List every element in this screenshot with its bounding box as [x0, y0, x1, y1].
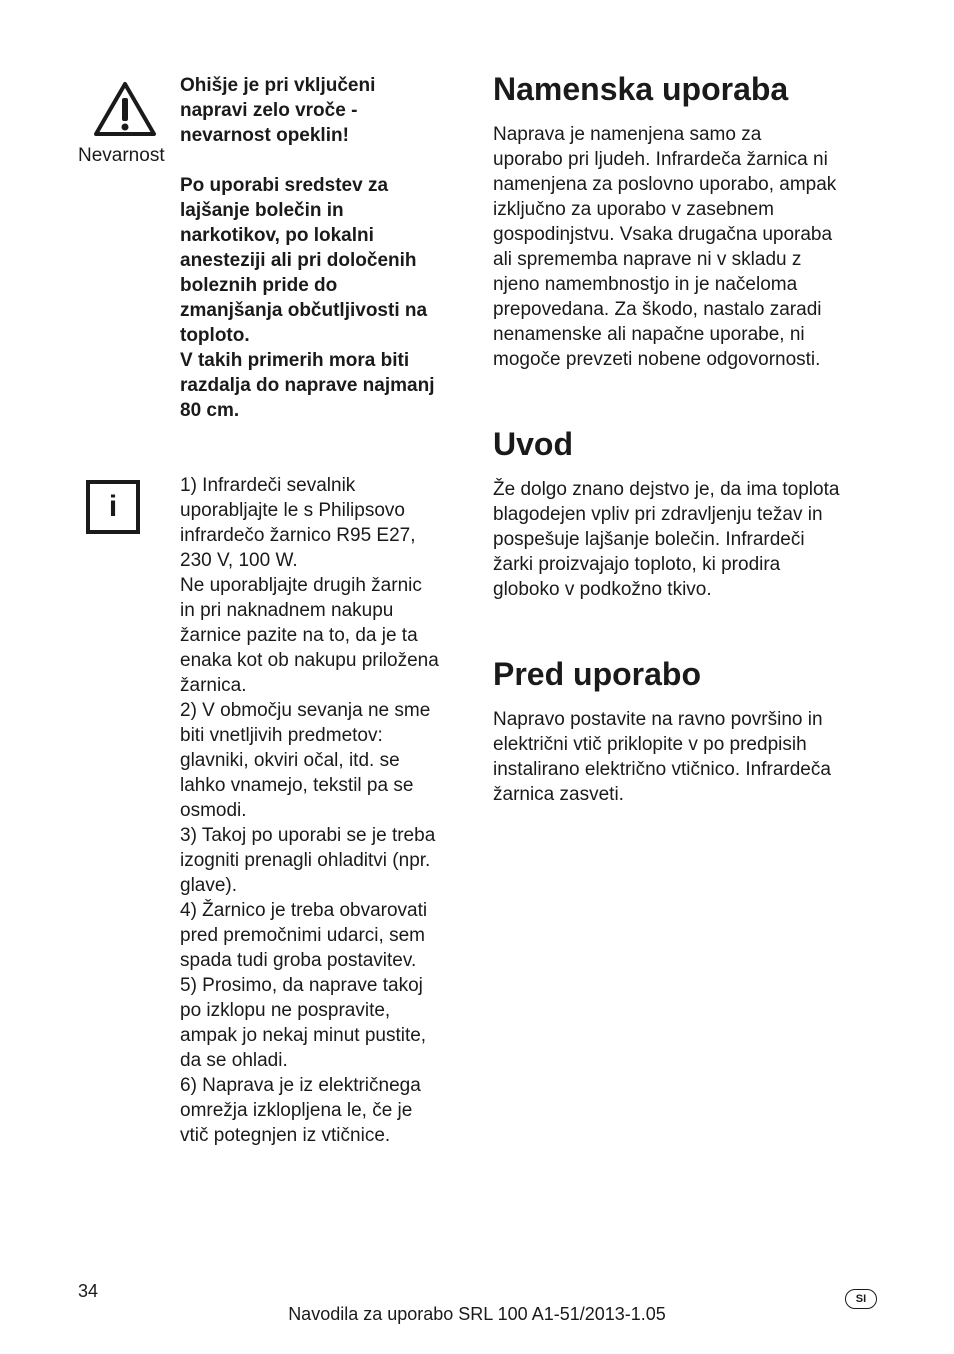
page-number: 34 — [78, 1281, 99, 1301]
language-badge-label: SI — [855, 1292, 867, 1305]
danger-icon — [92, 80, 158, 138]
section-body-intended-use: Naprava je namenjena samo za uporabo pri ljudeh. Infrardeča žarnica ni namenjena za poslovno uporabo, ampak izključno za uporabo v zasebnem gospodinjstvu. Vsaka drugačna uporaba ali sprememba naprave ni v skladu z njeno namembnostjo in je načeloma prepovedana. Za škodo, nastalo zaradi nenamenske ali napačne uporabe, ni mogoče prevzeti nobene odgovornosti. — [493, 124, 837, 370]
section-body-introduction: Že dolgo znano dejstvo je, da ima toplota blagodejen vpliv pri zdravljenju težav in pospešuje lajšanje bolečin. Infrardeči žarki proizvajajo toploto, ki prodira globoko v podkožno tkivo. — [493, 479, 840, 600]
section-heading-introduction: Uvod — [493, 426, 573, 462]
info-text: 1) Infrardeči sevalnik uporabljajte le s Philipsovo infrardečo žarnico R95 E27, 230 V, 100 W. Ne uporabljajte drugih žarnic in pri naknadnem nakupu žarnice pazite na to, da je ta enaka kot ob nakupu priložena žarnica. 2) V območju sevanja ne sme biti vnetljivih predmetov: glavniki, okviri očal, itd. se lahko vnamejo, tekstil pa se osmodi. 3) Takoj po uporabi se je treba izogniti prenagli ohladitvi (npr. glave). 4) Žarnico je treba obvarovati pred premočnimi udarci, sem spada tudi groba postavitev. 5) Prosimo, da naprave takoj po izklopu ne pospravite, ampak jo nekaj minut pustite, da se ohladi. 6) Naprava je iz električnega omrežja izklopljena le, če je vtič potegnjen iz vtičnice. — [180, 475, 439, 1146]
section-body-before-use: Napravo postavite na ravno površino in električni vtič priklopite v po predpisih instalirano električno vtičnico. Infrardeča žarnica zasveti. — [493, 709, 831, 805]
section-heading-intended-use: Namenska uporaba — [493, 71, 789, 107]
language-badge — [845, 1289, 877, 1309]
danger-warning-sensitivity: Po uporabi sredstev za lajšanje bolečin in narkotikov, po lokalni anesteziji ali pri določenih boleznih pride do zmanjšanja občutljivosti na toploto. V takih primerih mora biti razdalja do naprave najmanj 80 cm. — [180, 175, 435, 421]
info-icon — [86, 480, 140, 534]
document-title: Navodila za uporabo SRL 100 A1-51/2013-1.05 — [288, 1304, 666, 1324]
info-icon-letter: i — [108, 490, 118, 523]
danger-label: Nevarnost — [78, 145, 165, 166]
danger-warning-burn: Ohišje je pri vključeni napravi zelo vroče - nevarnost opeklin! — [180, 75, 376, 146]
section-heading-before-use: Pred uporabo — [493, 656, 702, 692]
